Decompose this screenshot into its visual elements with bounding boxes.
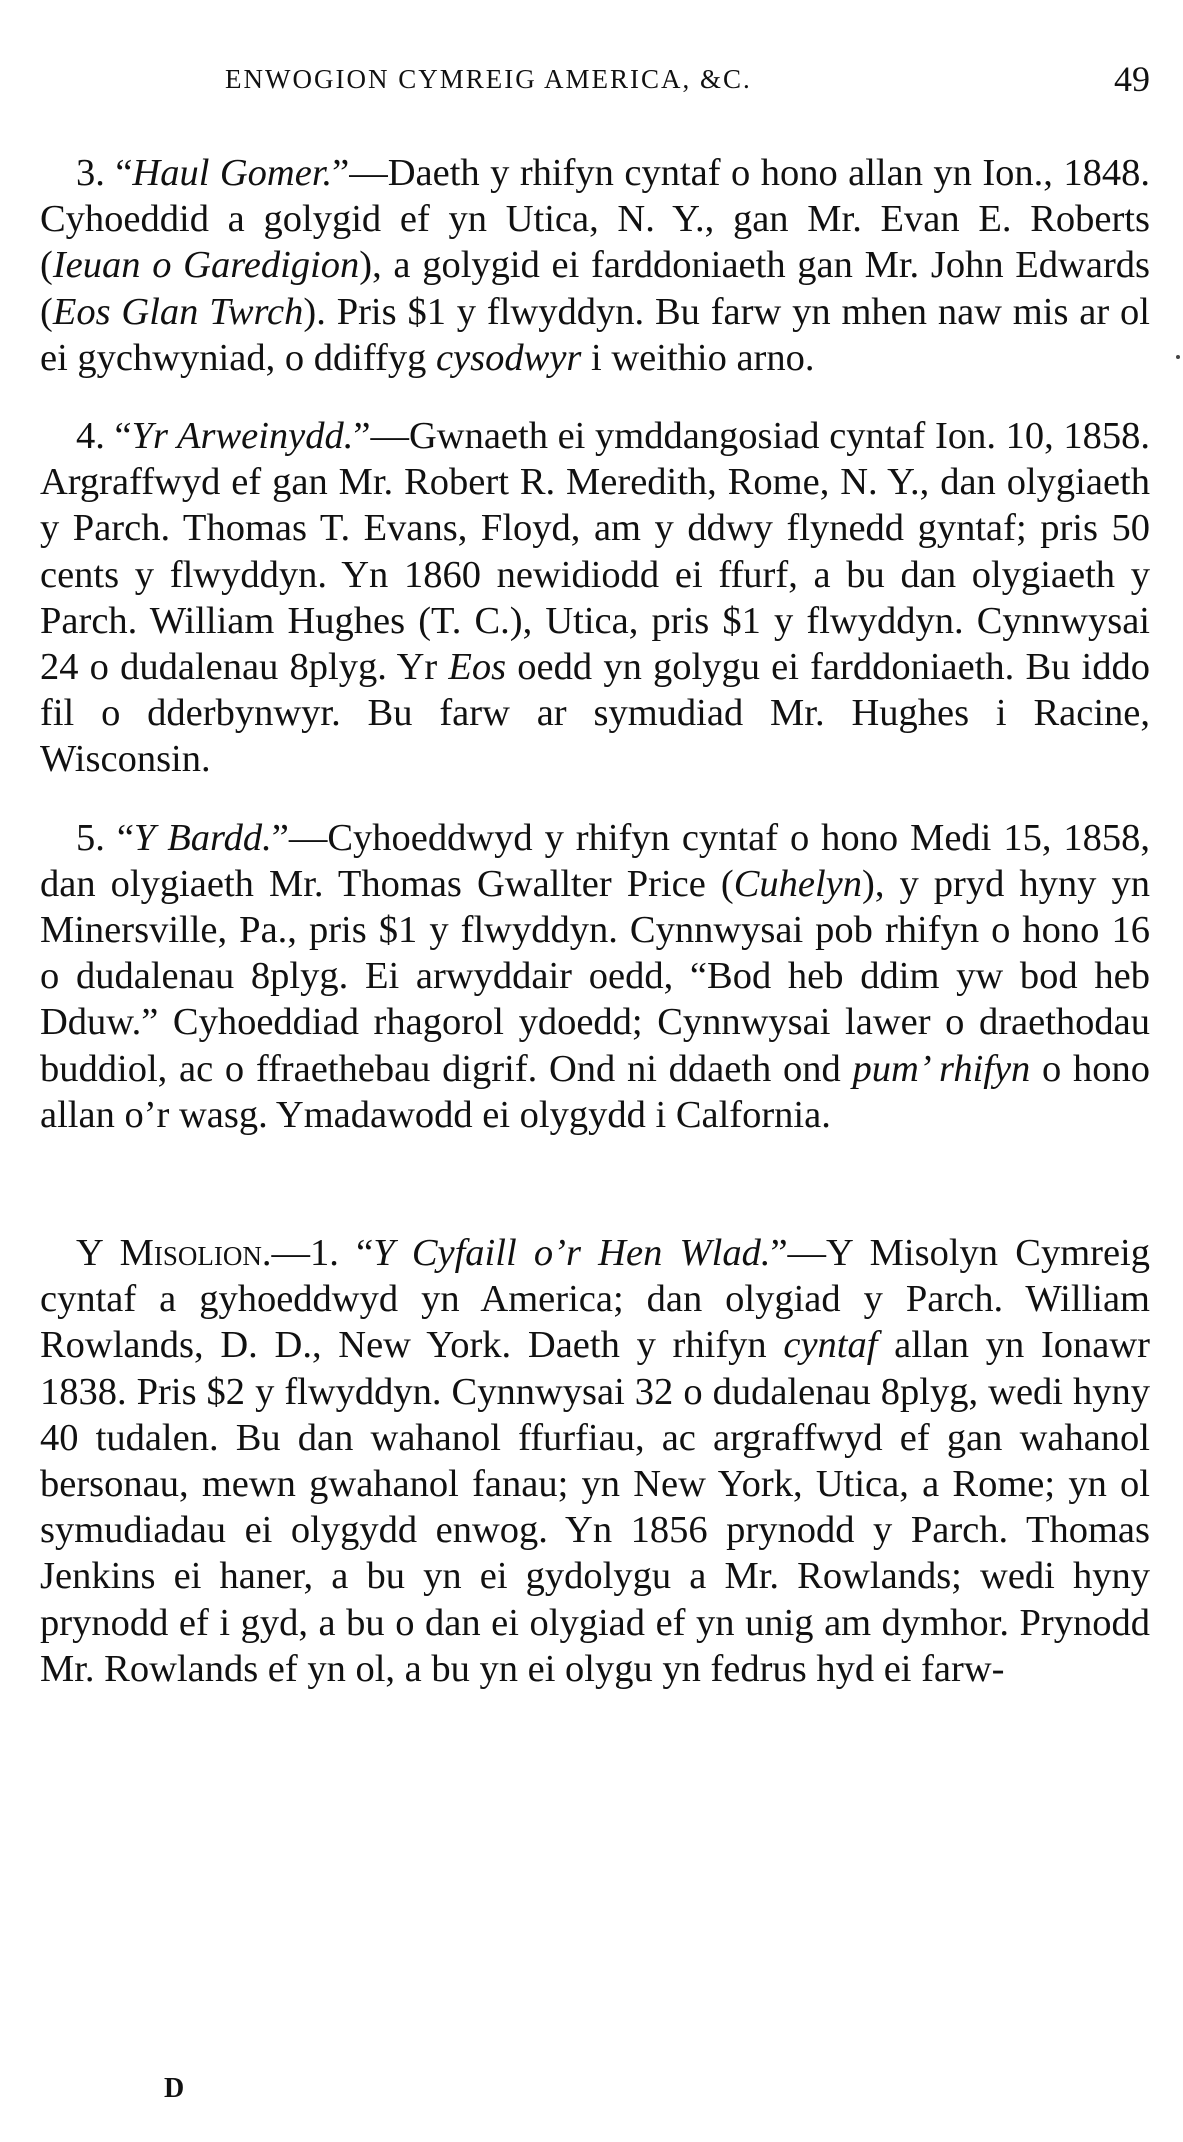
body-text — [40, 150, 1150, 1692]
entry-text: ), a golygid ei farddoniaeth gan Mr. John Edwards ( — [40, 244, 1150, 333]
entry-yr-arweinydd — [40, 413, 1150, 783]
stray-dot-mark — [1176, 355, 1180, 359]
close-quote-dash: ”— — [271, 816, 328, 859]
entry-text: ), y pryd hyny yn Minersville, Pa., pris $1 y flwyddyn. Cynnwysai pob rhifyn o hono 16 o dudalenau 8plyg. Ei arwyddair oedd, “Bod heb ddim yw bod heb Dduw.” Cyhoeddiad rhagorol ydoedd; Cynnwysai lawer o draethodau buddiol, ac o ffraethebau digrif. Ond ni ddaeth ond — [40, 862, 1150, 1090]
bardic-name: Eos Glan Twrch — [52, 290, 304, 333]
periodical-title: Yr Arweinydd. — [131, 415, 354, 458]
entry-y-bardd — [40, 815, 1150, 1138]
entry-text: i weithio arno. — [581, 336, 815, 379]
entry-text: ). Pris $1 y flwyddyn. Bu farw yn mhen naw mis ar ol ei gychwyniad, o ddiffyg — [40, 290, 1150, 379]
bardic-name: Cuhelyn — [733, 862, 862, 905]
open-quote: “ — [338, 1232, 374, 1275]
entry-number: 5. — [76, 816, 105, 859]
section-misolion — [40, 1230, 1150, 1692]
entry-text: Y Misolyn Cymreig cyntaf a gyhoeddwyd yn America; dan olygiad y Parch. William Rowlands, D. D., New York. Daeth y rhifyn — [40, 1232, 1150, 1367]
running-head — [40, 58, 1150, 104]
entry-number: —1. — [271, 1232, 339, 1275]
section-heading: Y Misolion. — [76, 1232, 272, 1275]
open-quote: “ — [116, 816, 134, 859]
bardic-name: Eos — [448, 646, 507, 689]
entry-number: 3. — [76, 152, 105, 194]
periodical-title: Y Cyfaill o’r Hen Wlad. — [373, 1232, 771, 1275]
emphasis: cysodwyr — [435, 336, 582, 379]
entry-haul-gomer — [40, 150, 1150, 381]
page-number: 49 — [1114, 59, 1150, 99]
close-quote-dash: ”— — [332, 152, 388, 194]
entry-number: 4. — [76, 415, 105, 458]
close-quote-dash: ”— — [353, 415, 409, 458]
emphasis: pum’ rhifyn — [852, 1047, 1031, 1090]
entry-text: o hono allan o’r wasg. Ymadawodd ei olygydd i Calfornia. — [40, 1047, 1150, 1136]
periodical-title: Y Bardd. — [133, 816, 272, 859]
running-title: ENWOGION CYMREIG AMERICA, &C. — [225, 64, 752, 94]
close-quote-dash: ”— — [770, 1232, 827, 1275]
page — [40, 0, 1150, 2142]
signature-mark: D — [164, 2073, 185, 2104]
entry-text: Gwnaeth ei ymddangosiad cyntaf Ion. 10, 1858. Argraffwyd ef gan Mr. Robert R. Meredith, Rome, N. Y., dan olygiaeth y Parch. Thomas T. Evans, Floyd, am y ddwy flynedd gyntaf; pris 50 cents y flwyddyn. Yn 1860 newidiodd ei ffurf, a bu dan olygiaeth y Parch. William Hughes (T. C.), Utica, pris $1 y flwyddyn. Cynnwysai 24 o dudalenau 8plyg. Yr — [40, 415, 1150, 689]
entry-text: Cyhoeddwyd y rhifyn cyntaf o hono Medi 15, 1858, dan olygiaeth Mr. Thomas Gwallter Price ( — [40, 816, 1151, 905]
periodical-title: Haul Gomer. — [132, 152, 333, 194]
emphasis: cyntaf — [783, 1324, 878, 1367]
entry-text: oedd yn golygu ei farddoniaeth. Bu iddo fil o dderbynwyr. Bu farw ar symudiad Mr. Hughes i Racine, Wisconsin. — [40, 646, 1150, 781]
entry-text: allan yn Ionawr 1838. Pris $2 y flwyddyn. Cynnwysai 32 o dudalenau 8plyg, wedi hyny 40 tudalen. Bu dan wahanol ffurfiau, ac argraffwyd ef gan wahanol bersonau, mewn gwahanol fanau; yn New York, Utica, a Rome; yn ol symudiadau ei olygydd enwog. Yn 1856 prynodd y Parch. Thomas Jenkins ei haner, a bu yn ei gydolygu a Mr. Rowlands; wedi hyny prynodd ef i gyd, a bu o dan ei olygiad ef yn unig am dymhor. Prynodd Mr. Rowlands ef yn ol, a bu yn ei olygu yn fedrus hyd ei farw- — [40, 1324, 1150, 1690]
open-quote: “ — [115, 152, 133, 194]
open-quote: “ — [114, 415, 132, 458]
bardic-name: Ieuan o Garedigion — [52, 244, 360, 287]
entry-text: Daeth y rhifyn cyntaf o hono allan yn Ion., 1848. Cyhoeddid a golygid ef yn Utica, N. Y., gan Mr. Evan E. Roberts ( — [40, 152, 1150, 287]
